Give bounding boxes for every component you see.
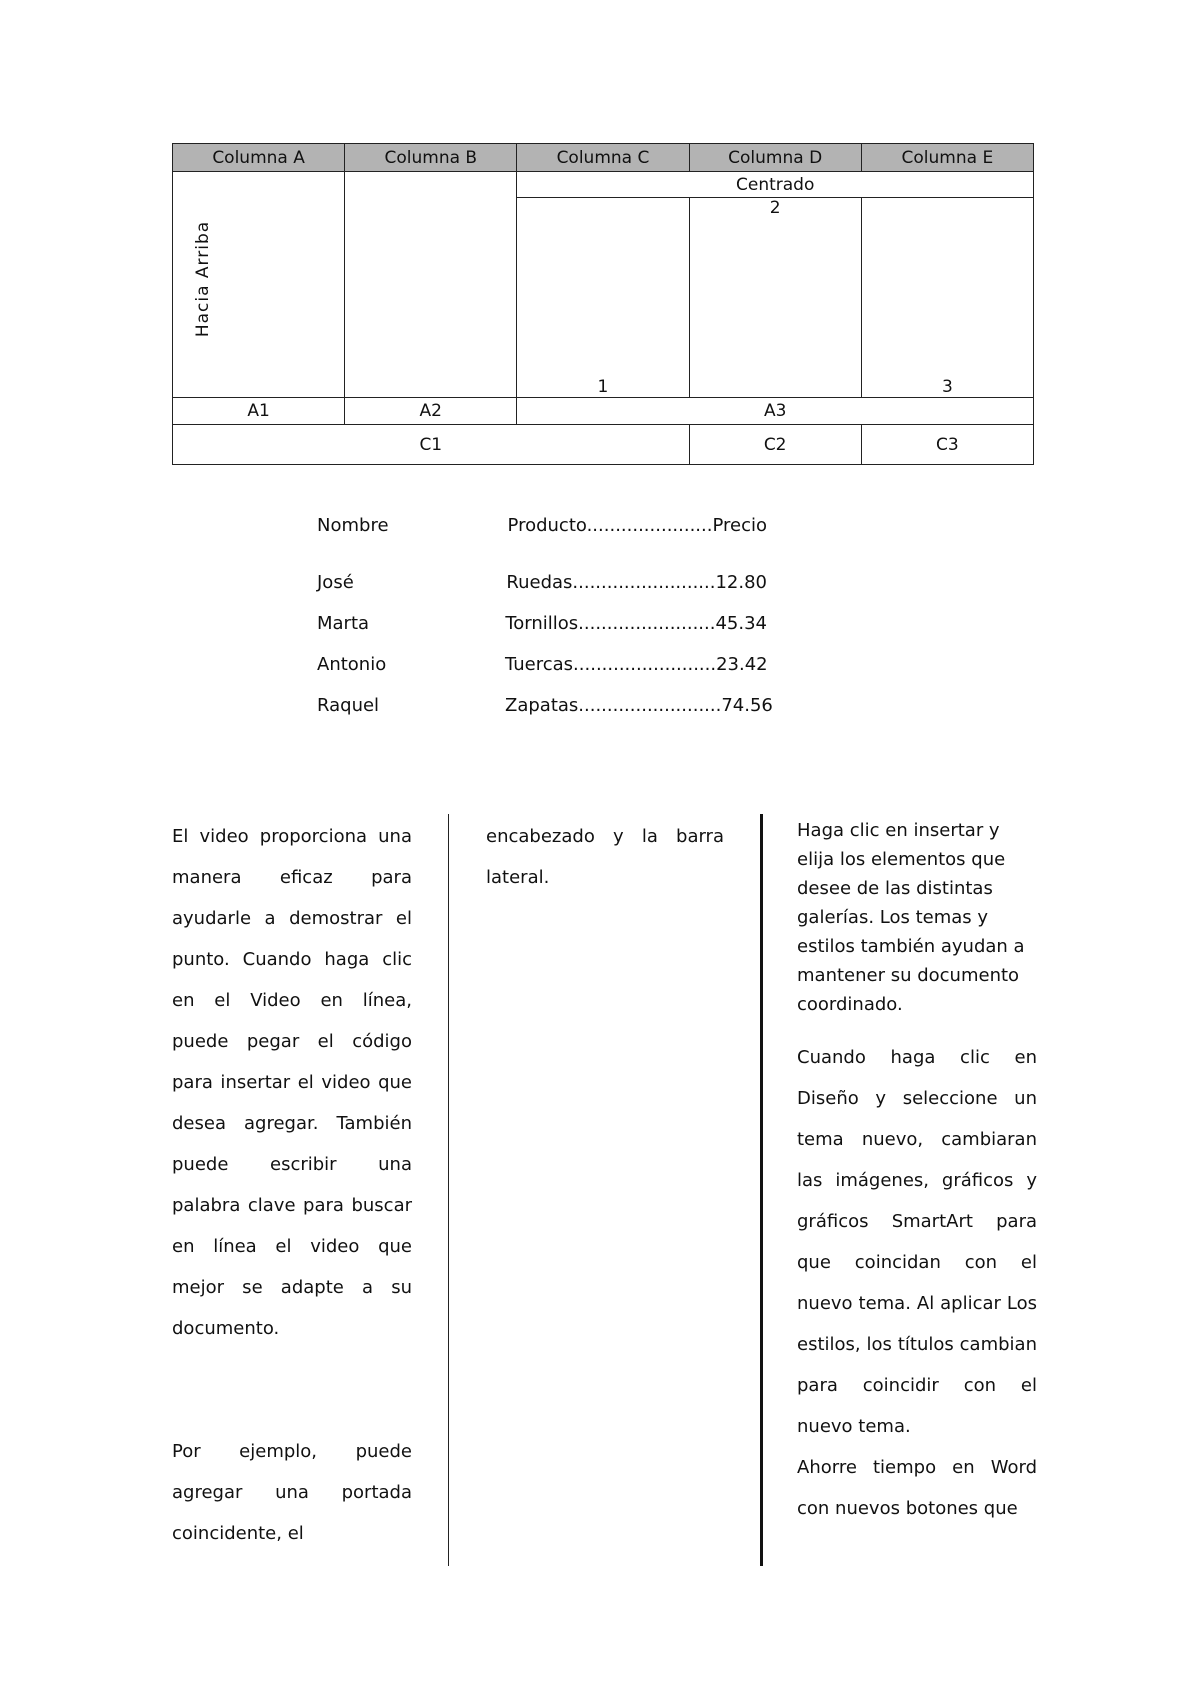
- list-item-product: Ruedas.........................12.80: [506, 572, 767, 593]
- column-2-paragraph-1: encabezado y la barra lateral.: [486, 826, 724, 888]
- merged-centered-cell: Centrado: [517, 172, 1034, 198]
- column-3-paragraph-3: Ahorre tiempo en Word con nuevos botones que: [797, 1457, 1037, 1519]
- cell-c2: C2: [689, 425, 861, 465]
- list-item-product: Zapatas.........................74.56: [505, 695, 773, 716]
- header-columna-c: Columna C: [517, 144, 689, 172]
- rotated-label: Hacia Arriba: [193, 220, 214, 337]
- text-column-2: [486, 816, 724, 898]
- header-columna-e: Columna E: [861, 144, 1033, 172]
- column-1-paragraph-1: El video proporciona una manera eficaz para ayudarle a demostrar el punto. Cuando haga clic en el Video en línea, puede pegar el código para insertar el video que desea agregar. También puede escribir una palabra clave para buscar en línea el video que mejor se adapte a su documento.: [172, 826, 412, 1339]
- header-columna-a: Columna A: [173, 144, 345, 172]
- column-3-paragraph-2: Cuando haga clic en Diseño y seleccione un tema nuevo, cambiaran las imágenes, gráficos y gráficos SmartArt para que coincidan con el nuevo tema. Al aplicar Los estilos, los títulos cambian para coincidir con el nuevo tema.: [797, 1047, 1037, 1437]
- header-columna-d: Columna D: [689, 144, 861, 172]
- list-item-product: Tuercas.........................23.42: [505, 654, 768, 675]
- list-header-item: Producto......................Precio: [507, 515, 767, 536]
- table-row-centrado: [173, 172, 1034, 198]
- table-row-a: [173, 398, 1034, 425]
- list-item-name: José: [317, 572, 354, 593]
- empty-cell-b: [345, 172, 517, 398]
- cell-bottom-aligned: 1: [517, 198, 689, 398]
- list-item-name: Marta: [317, 613, 370, 634]
- text-column-3: [797, 816, 1037, 1529]
- text-column-1: [172, 816, 412, 1554]
- format-table: [172, 143, 1034, 465]
- table-row-c: [173, 425, 1034, 465]
- list-header-name: Nombre: [317, 515, 389, 536]
- header-columna-b: Columna B: [345, 144, 517, 172]
- cell-c1: C1: [173, 425, 690, 465]
- list-item-name: Raquel: [317, 695, 380, 716]
- cell-top-aligned: 2: [689, 198, 861, 398]
- list-item-product: Tornillos........................45.34: [505, 613, 767, 634]
- cell-a2: A2: [345, 398, 517, 425]
- cell-a1: A1: [173, 398, 345, 425]
- column-divider-1: [448, 814, 449, 1566]
- cell-a3: A3: [517, 398, 1034, 425]
- cell-bottom-aligned-e: 3: [861, 198, 1033, 398]
- column-1-paragraph-2: Por ejemplo, puede agregar una portada coincidente, el: [172, 1441, 412, 1544]
- table-header-row: [173, 144, 1034, 172]
- column-divider-2: [760, 814, 763, 1566]
- rotated-cell: [173, 172, 345, 398]
- list-item-name: Antonio: [317, 654, 387, 675]
- cell-c3: C3: [861, 425, 1033, 465]
- column-3-paragraph-1: Haga clic en insertar y elija los elementos que desee de las distintas galerías. Los temas y estilos también ayudan a mantener su documento coordinado.: [797, 820, 1025, 1015]
